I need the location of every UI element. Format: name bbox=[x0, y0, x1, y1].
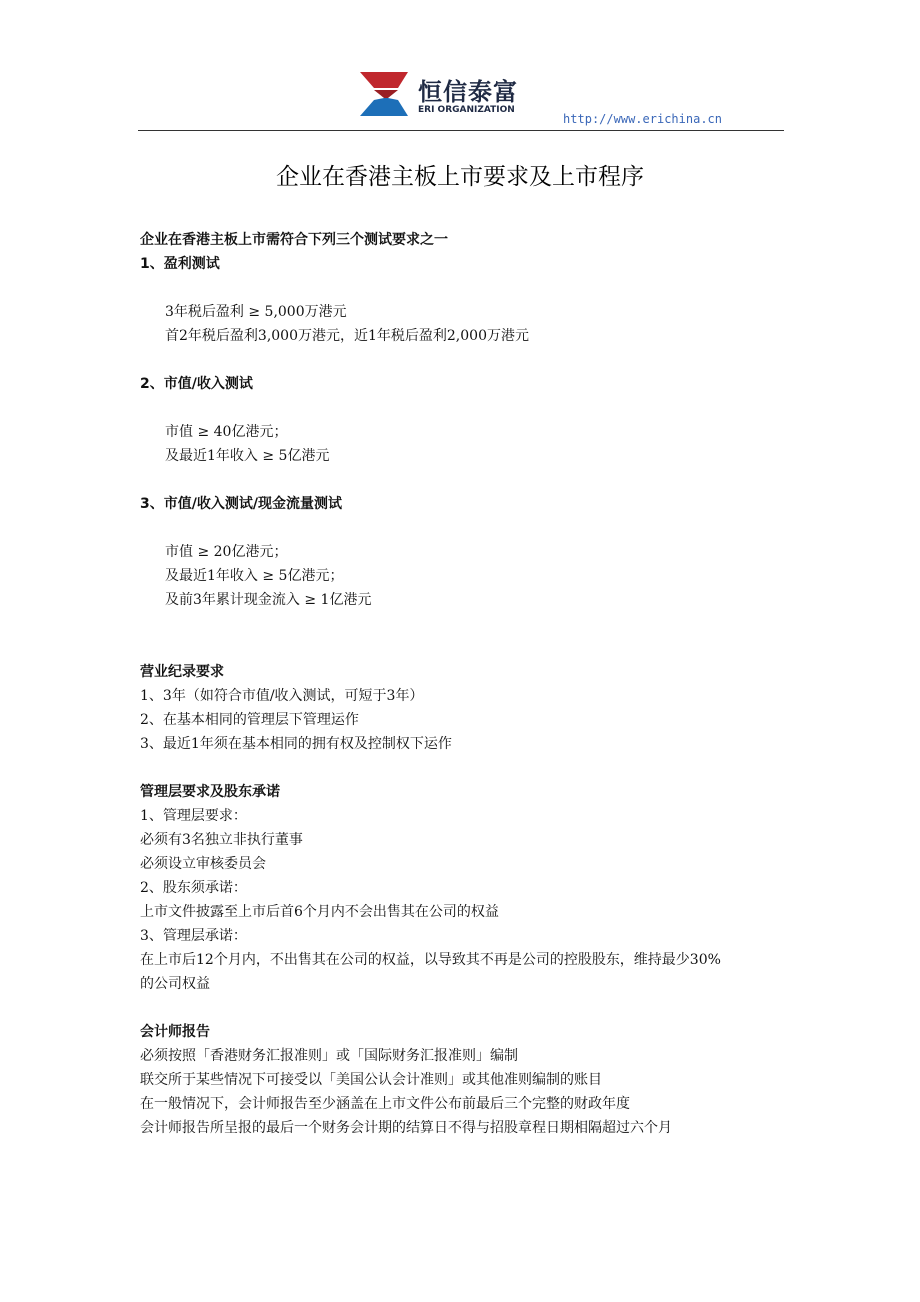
body-line: 3年税后盈利 ≥ 5,000万港元 bbox=[165, 304, 347, 320]
body-line: 1、3年（如符合市值/收入测试，可短于3年） bbox=[140, 688, 424, 704]
spacer bbox=[140, 276, 790, 300]
website-url[interactable]: http://www.erichina.cn bbox=[563, 112, 722, 126]
spacer bbox=[140, 516, 790, 540]
body-line: 3、最近1年须在基本相同的拥有权及控制权下运作 bbox=[140, 736, 452, 752]
body-line: 必须设立审核委员会 bbox=[140, 856, 266, 872]
body-line: 2、股东须承诺： bbox=[140, 880, 247, 896]
logo-chinese-name: 恒信泰富 bbox=[418, 78, 518, 106]
spacer bbox=[140, 348, 790, 372]
spacer bbox=[140, 396, 790, 420]
page-title: 企业在香港主板上市要求及上市程序 bbox=[276, 164, 644, 190]
body-line: 及最近1年收入 ≥ 5亿港元； bbox=[165, 568, 344, 584]
body-line: 会计师报告所呈报的最后一个财务会计期的结算日不得与招股章程日期相隔超过六个月 bbox=[140, 1120, 672, 1136]
spacer bbox=[140, 996, 790, 1020]
section-heading: 3、市值/收入测试/现金流量测试 bbox=[140, 496, 342, 512]
body-line: 3、管理层承诺： bbox=[140, 928, 247, 944]
section-heading: 营业纪录要求 bbox=[140, 664, 224, 680]
body-line: 首2年税后盈利3,000万港元，近1年税后盈利2,000万港元 bbox=[165, 328, 529, 344]
body-line: 在上市后12个月内，不出售其在公司的权益，以导致其不再是公司的控股股东，维持最少30% bbox=[140, 952, 721, 968]
spacer bbox=[140, 468, 790, 492]
spacer bbox=[140, 636, 790, 660]
section-heading: 2、市值/收入测试 bbox=[140, 376, 253, 392]
body-line: 及前3年累计现金流入 ≥ 1亿港元 bbox=[165, 592, 372, 608]
section-heading: 会计师报告 bbox=[140, 1024, 210, 1040]
section-heading: 1、盈利测试 bbox=[140, 256, 220, 272]
page-header bbox=[138, 62, 784, 131]
section-heading: 企业在香港主板上市需符合下列三个测试要求之一 bbox=[140, 232, 448, 248]
body-line: 必须有3名独立非执行董事 bbox=[140, 832, 303, 848]
body-line: 1、管理层要求： bbox=[140, 808, 247, 824]
body-line: 市值 ≥ 40亿港元； bbox=[165, 424, 288, 440]
body-line: 的公司权益 bbox=[140, 976, 210, 992]
company-logo bbox=[358, 68, 538, 120]
body-line: 联交所于某些情况下可接受以「美国公认会计准则」或其他准则编制的账目 bbox=[140, 1072, 602, 1088]
spacer bbox=[140, 612, 790, 636]
document-body bbox=[140, 228, 790, 1140]
body-line: 2、在基本相同的管理层下管理运作 bbox=[140, 712, 359, 728]
body-line: 市值 ≥ 20亿港元； bbox=[165, 544, 288, 560]
body-line: 上市文件披露至上市后首6个月内不会出售其在公司的权益 bbox=[140, 904, 499, 920]
body-line: 在一般情况下，会计师报告至少涵盖在上市文件公布前最后三个完整的财政年度 bbox=[140, 1096, 630, 1112]
spacer bbox=[140, 756, 790, 780]
logo-english-name: ERI ORGANIZATION bbox=[418, 105, 515, 115]
logo-mark-icon bbox=[358, 68, 412, 120]
body-line: 及最近1年收入 ≥ 5亿港元 bbox=[165, 448, 330, 464]
section-heading: 管理层要求及股东承诺 bbox=[140, 784, 280, 800]
body-line: 必须按照「香港财务汇报准则」或「国际财务汇报准则」编制 bbox=[140, 1048, 518, 1064]
